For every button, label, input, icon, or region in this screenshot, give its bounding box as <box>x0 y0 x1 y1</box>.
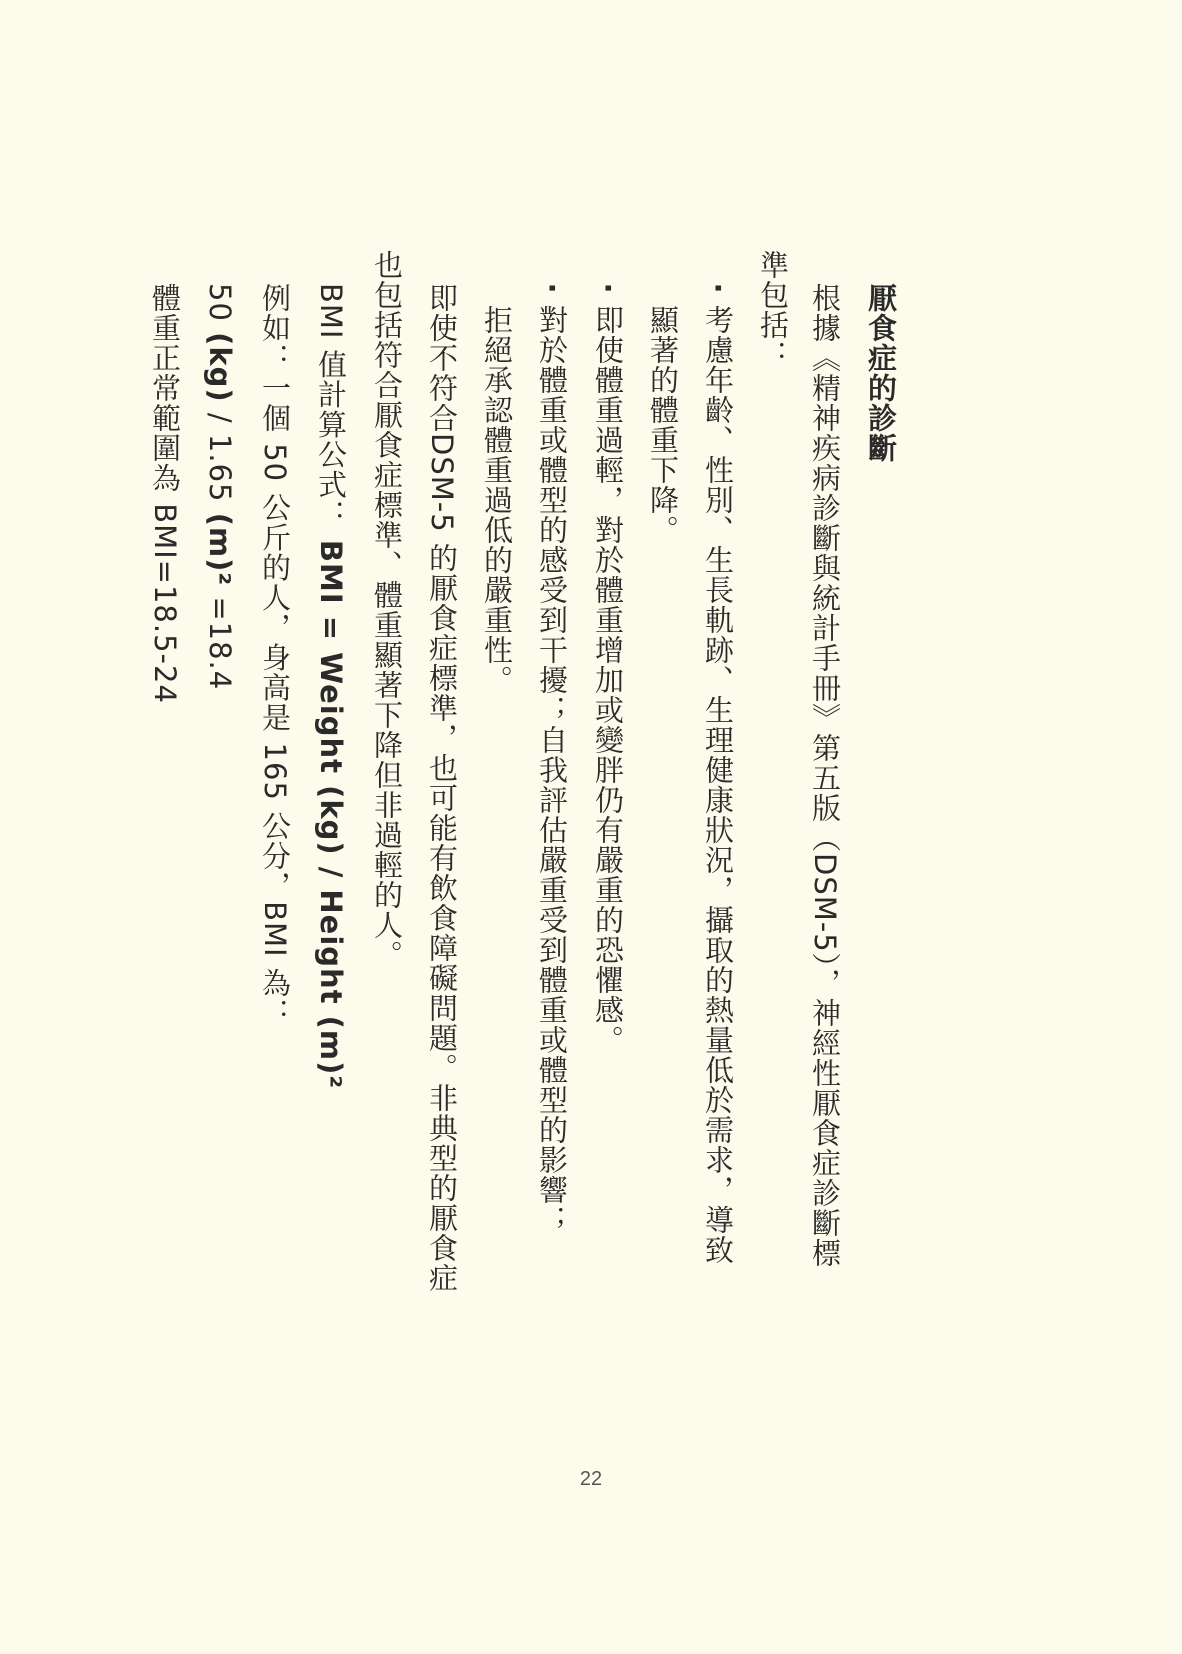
paragraph-atypical-line2: 也包括符合厭食症標準、體重顯著下降但非過輕的人。 <box>370 250 404 970</box>
bmi-example-calculation <box>203 283 237 691</box>
bullet-marker: ‧ <box>535 283 569 295</box>
page-number: 22 <box>579 1468 603 1490</box>
bmi-formula-line <box>314 283 348 1090</box>
bullet-marker: ‧ <box>701 283 735 295</box>
paragraph-atypical-line1: 即使不符合DSM-5 的厭食症標準，也可能有飲食障礙問題。非典型的厭食症 <box>425 283 459 1293</box>
bmi-formula: BMI = Weight (kg) / Height (m)² <box>314 539 348 1090</box>
bullet-3-line2: 拒絕承認體重過低的嚴重性。 <box>480 305 514 695</box>
calc-m2-unit: (m)² <box>203 512 237 587</box>
calc-result: =18.4 <box>203 586 237 691</box>
paragraph-dsm5-intro-line1: 根據《精神疾病診斷與統計手冊》第五版（DSM-5），神經性厭食症診斷標 <box>808 283 842 1269</box>
section-title: 厭食症的診斷 <box>864 283 898 463</box>
calc-kg-unit: (kg) <box>203 332 237 403</box>
bullet-3-line1: 對於體重或體型的感受到干擾；自我評估嚴重受到體重或體型的影響； <box>535 305 569 1235</box>
bullet-1-line2: 顯著的體重下降。 <box>646 305 680 545</box>
calc-weight: 50 <box>203 283 237 333</box>
bullet-marker: ‧ <box>591 283 625 295</box>
bmi-example-intro: 例如：一個 50 公斤的人，身高是 165 公分，BMI 為： <box>258 283 292 1028</box>
calc-height: / 1.65 <box>203 402 237 513</box>
bmi-formula-label: BMI 值計算公式： <box>314 283 348 530</box>
paragraph-dsm5-intro-line2: 準包括： <box>756 250 790 370</box>
bullet-1-line1: 考慮年齡、性別、生長軌跡、生理健康狀況，攝取的熱量低於需求，導致 <box>701 305 735 1265</box>
bullet-2-line1: 即使體重過輕，對於體重增加或變胖仍有嚴重的恐懼感。 <box>591 305 625 1055</box>
bmi-normal-range: 體重正常範圍為 BMI=18.5-24 <box>148 283 182 704</box>
